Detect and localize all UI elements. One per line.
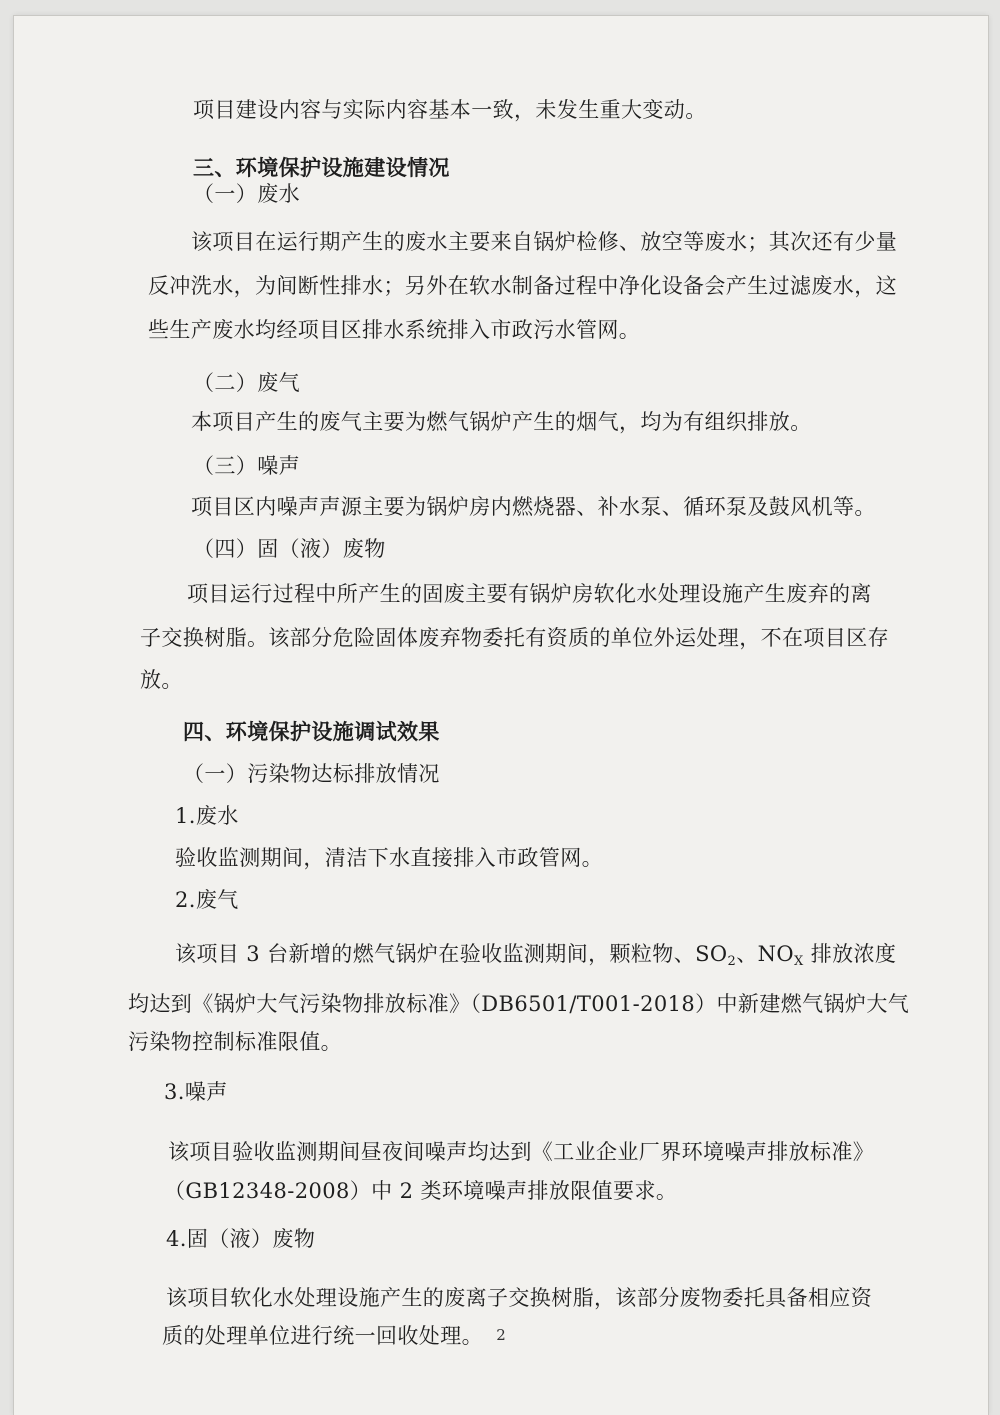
text-line: 项目运行过程中所产生的固废主要有锅炉房软化水处理设施产生废弃的离 [187, 582, 872, 606]
text-line: 该项目 3 台新增的燃气锅炉在验收监测期间，颗粒物、$SO_2$、$NO_X$ 排放浓度 [175, 942, 897, 969]
text-line: 该项目验收监测期间昼夜间噪声均达到《工业企业厂界环境噪声排放标准》 [168, 1140, 875, 1164]
text-line: 反冲洗水，为间断性排水；另外在软水制备过程中净化设备会产生过滤废水，这 [148, 274, 897, 298]
text-line: 污染物控制标准限值。 [128, 1030, 342, 1054]
subsection-heading: （一）污染物达标排放情况 [183, 762, 440, 786]
subsection-heading: （一）废水 [193, 182, 300, 206]
subsection-heading: （四）固（液）废物 [193, 537, 386, 561]
item-heading: 3.噪声 [164, 1080, 228, 1104]
section-heading: 三、环境保护设施建设情况 [193, 155, 450, 180]
text-line: 项目建设内容与实际内容基本一致，未发生重大变动。 [193, 98, 707, 122]
text-line: 均达到《锅炉大气污染物排放标准》（DB6501/T001-2018）中新建燃气锅炉大气 [128, 992, 910, 1016]
page-number: 2 [496, 1326, 506, 1344]
text-line: 些生产废水均经项目区排水系统排入市政污水管网。 [148, 318, 641, 342]
text-line: 放。 [140, 668, 183, 692]
item-heading: 2.废气 [175, 888, 239, 912]
text-line: 本项目产生的废气主要为燃气锅炉产生的烟气，均为有组织排放。 [191, 410, 812, 434]
document-page [14, 16, 988, 1415]
section-heading: 四、环境保护设施调试效果 [183, 719, 440, 744]
item-heading: 4.固（液）废物 [166, 1227, 316, 1251]
text-line: 该项目软化水处理设施产生的废离子交换树脂，该部分废物委托具备相应资 [166, 1286, 873, 1310]
text-line: 该项目在运行期产生的废水主要来自锅炉检修、放空等废水；其次还有少量 [191, 230, 898, 254]
item-heading: 1.废水 [175, 804, 239, 828]
subsection-heading: （二）废气 [193, 371, 300, 395]
text-line: 质的处理单位进行统一回收处理。 [162, 1324, 483, 1348]
text-line: 验收监测期间，清洁下水直接排入市政管网。 [175, 846, 603, 870]
text-line: 项目区内噪声声源主要为锅炉房内燃烧器、补水泵、循环泵及鼓风机等。 [191, 495, 876, 519]
text-line: （GB12348-2008）中 2 类环境噪声排放限值要求。 [164, 1179, 678, 1203]
text-line: 子交换树脂。该部分危险固体废弃物委托有资质的单位外运处理，不在项目区存 [140, 626, 889, 650]
subsection-heading: （三）噪声 [193, 454, 300, 478]
